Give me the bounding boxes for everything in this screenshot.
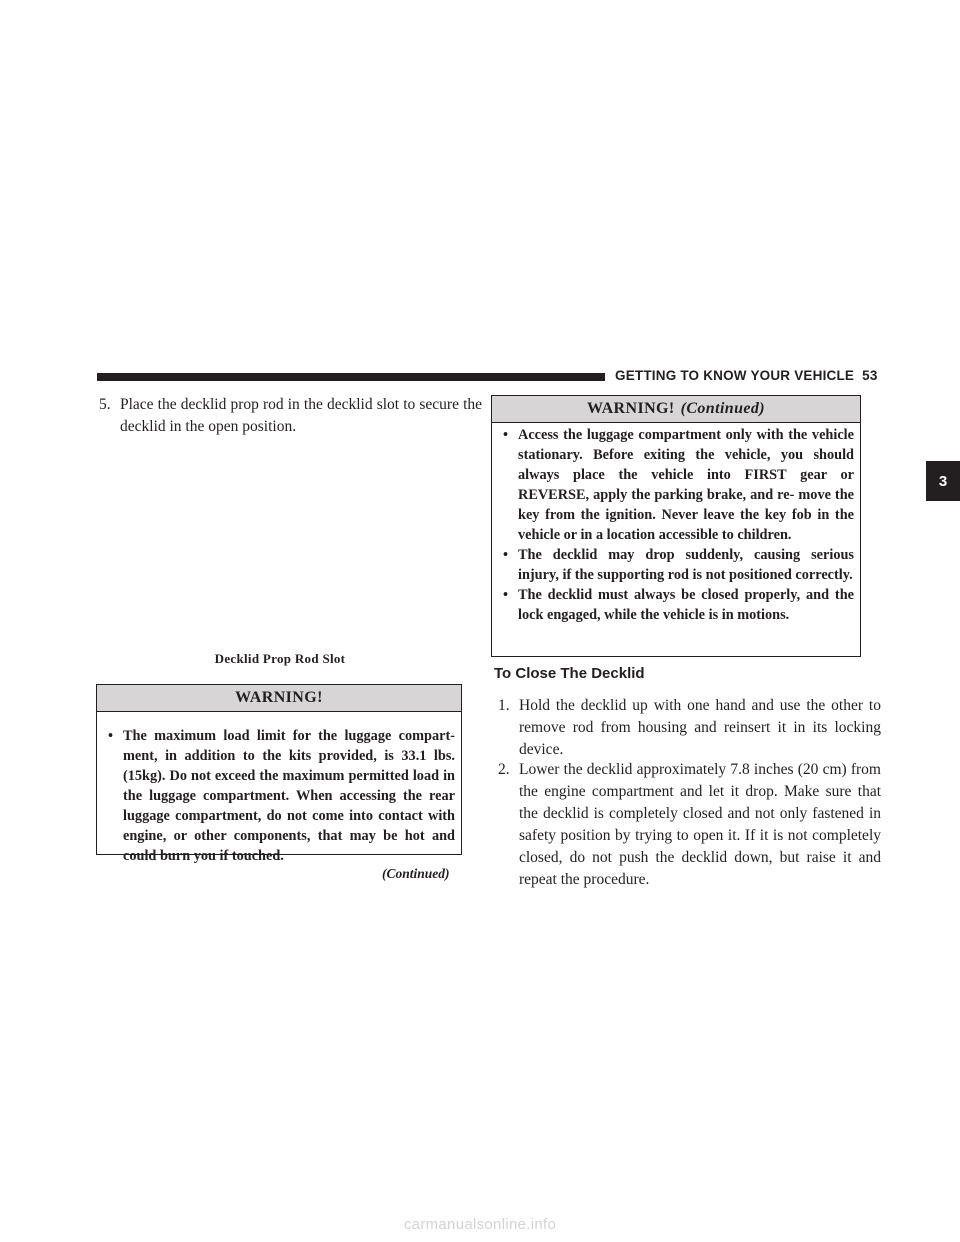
chapter-tab: 3	[926, 461, 960, 501]
warning-item-text: The maximum load limit for the luggage compart- ment, in addition to the kits provided, is 33.1 lbs. (15kg). Do not exceed the maximum permitted load in the luggage compartment. When accessing the rear luggage compartment, do not come into contact with engine, or other components, that may be hot and could burn you if touched.	[123, 728, 455, 864]
figure-caption: Decklid Prop Rod Slot	[214, 651, 346, 666]
continued-label: (Continued)	[382, 866, 450, 881]
warning-item-text: The decklid must always be closed properly, and the lock engaged, while the vehicle is in motions.	[518, 587, 854, 623]
step-number: 2.	[498, 761, 510, 778]
section-heading: To Close The Decklid	[494, 665, 645, 682]
figure-image-area	[99, 442, 461, 634]
page-number: 53	[862, 368, 878, 383]
warning-item-text: The decklid may drop suddenly, causing serious injury, if the supporting rod is not positioned correctly.	[518, 547, 854, 583]
step-text: Lower the decklid approximately 7.8 inches (20 cm) from the engine compartment and let it drop. Make sure that the decklid is completely closed and not only fastened in safety position by trying to open it. If it is not completely closed, do not push the decklid down, but raise it and repeat the procedure.	[519, 761, 881, 888]
step-1	[498, 695, 881, 761]
warning-title: WARNING!	[235, 689, 323, 706]
warning-title: WARNING!	[586, 400, 675, 417]
warning-box	[96, 684, 462, 864]
warning-title-suffix: (Continued)	[680, 400, 766, 417]
bullet-icon: •	[503, 427, 509, 443]
warning-item-text: Access the luggage compartment only with the vehicle stationary. Before exiting the vehicle, you should always place the vehicle into FIRST gear or REVERSE, apply the parking brake, and re- move the key from the ignition. Never leave the key fob in the vehicle or in a location accessible to children.	[518, 427, 854, 543]
running-header	[615, 368, 878, 383]
step-text: Place the decklid prop rod in the decklid slot to secure the decklid in the open position.	[120, 396, 482, 435]
step-number: 5.	[99, 396, 111, 413]
warning-item	[498, 425, 854, 545]
warning-list	[492, 423, 860, 625]
bullet-icon: •	[503, 587, 509, 603]
warning-list	[97, 712, 461, 866]
bullet-icon: •	[108, 728, 114, 744]
warning-item	[498, 585, 854, 625]
step-number: 1.	[498, 697, 510, 714]
step-2	[498, 759, 881, 891]
step-5	[99, 394, 482, 438]
warning-item	[498, 545, 854, 585]
header-rule	[97, 373, 605, 381]
bullet-icon: •	[503, 547, 509, 563]
warning-item	[103, 726, 455, 866]
warning-header	[492, 396, 860, 423]
warning-box-continued	[491, 395, 861, 657]
watermark: carmanualsonline.info	[403, 1216, 557, 1233]
warning-header	[97, 685, 461, 712]
section-title: GETTING TO KNOW YOUR VEHICLE	[615, 368, 855, 383]
step-text: Hold the decklid up with one hand and use the other to remove rod from housing and reinsert it in its locking device.	[519, 697, 881, 758]
